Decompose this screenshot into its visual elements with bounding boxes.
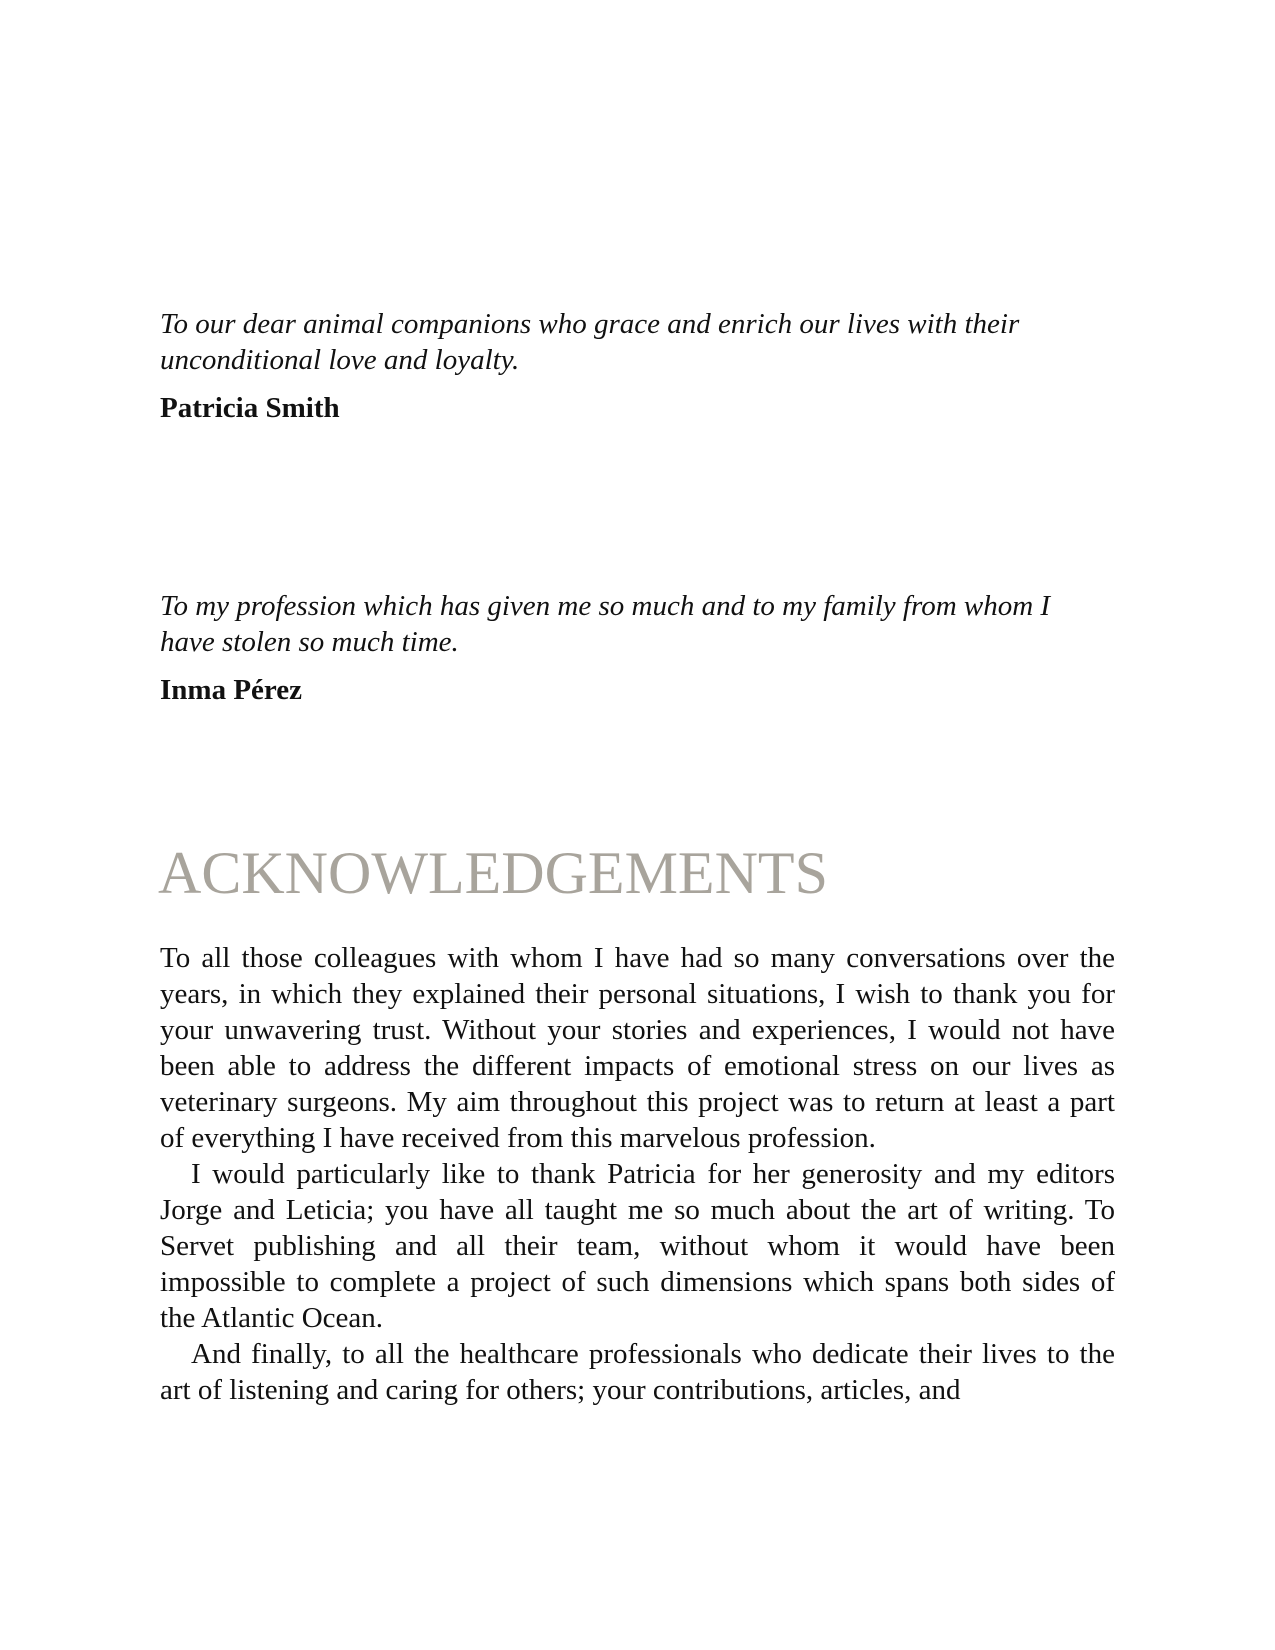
acknowledgements-paragraph: To all those colleagues with whom I have had so many conversations over the years, in which they explained their personal situations, I wish to thank you for your unwavering trust. Without your stories and experiences, I would not have been able to address the different impacts of emotional stress on our lives as veterinary surgeons. My aim throughout this project was to return at least a part of everything I have received from this marvelous profession.	[160, 942, 1115, 1154]
dedication-1	[160, 306, 1060, 426]
dedication-author: Patricia Smith	[160, 392, 340, 424]
dedication-author: Inma Pérez	[160, 674, 302, 706]
acknowledgements-title: ACKNOWLEDGEMENTS	[158, 840, 828, 906]
dedication-text: To our dear animal companions who grace and enrich our lives with their unconditional love and loyalty.	[160, 308, 1020, 376]
acknowledgements-body	[160, 940, 1115, 1408]
acknowledgements-paragraph: I would particularly like to thank Patricia for her generosity and my editors Jorge and Leticia; you have all taught me so much about the art of writing. To Servet publishing and all their team, without whom it would have been impossible to complete a project of such dimensions which spans both sides of the Atlantic Ocean.	[160, 1158, 1115, 1334]
dedication-2	[160, 588, 1060, 708]
acknowledgements-paragraph: And finally, to all the healthcare professionals who dedicate their lives to the art of listening and caring for others; your contributions, articles, and	[160, 1338, 1115, 1406]
dedication-text: To my profession which has given me so much and to my family from whom I have stolen so much time.	[160, 590, 1051, 658]
